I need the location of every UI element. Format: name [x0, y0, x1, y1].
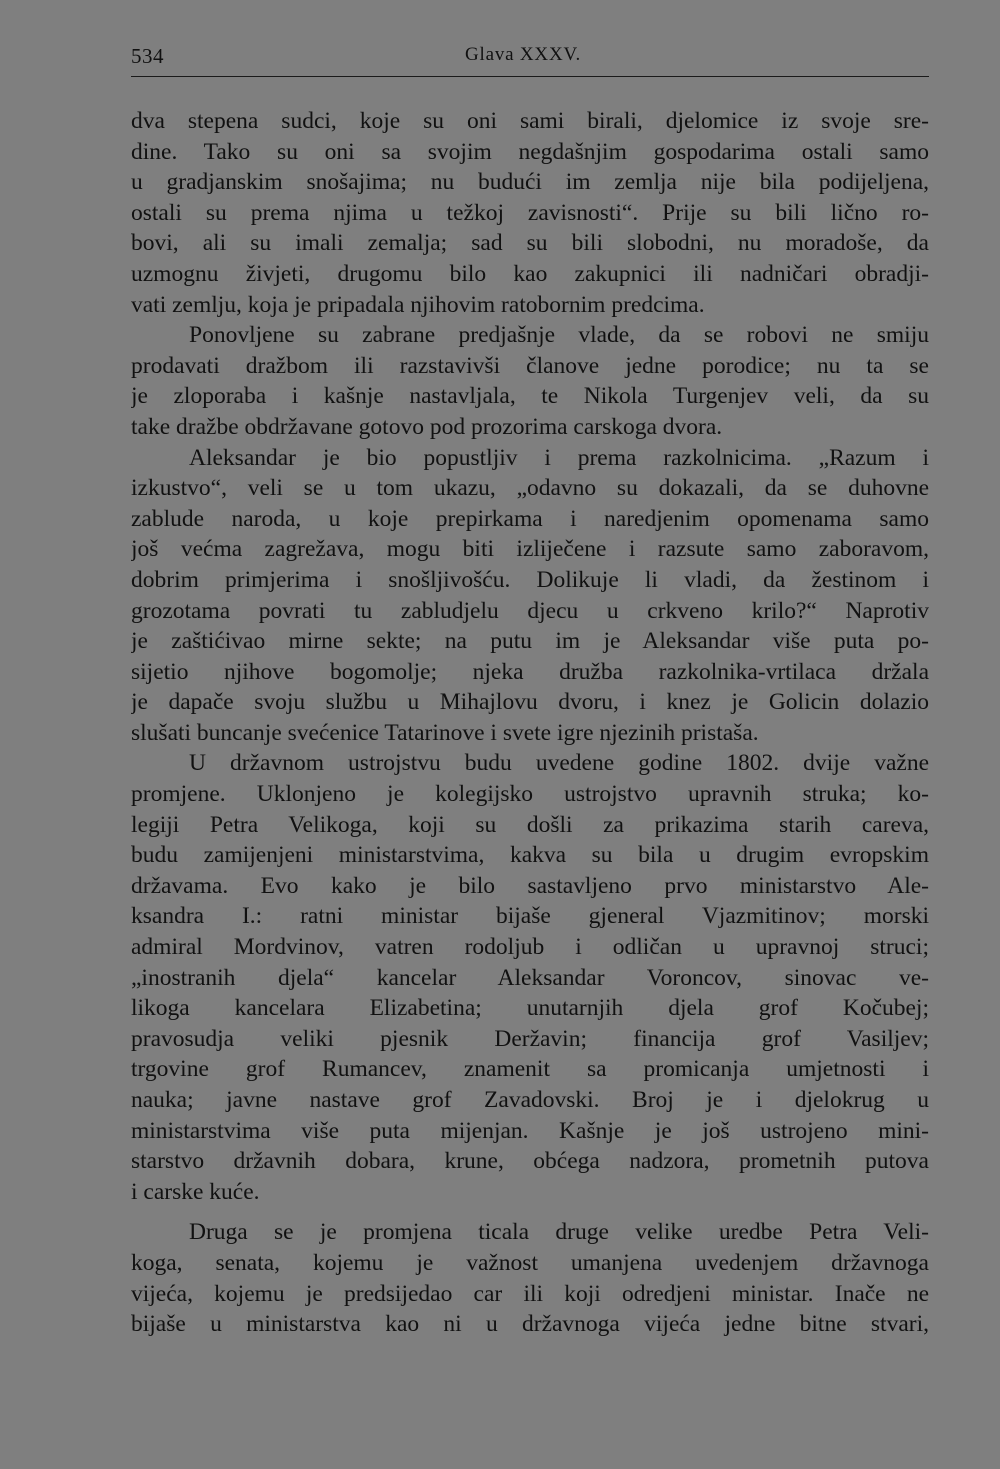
text-line: ministarstvima više puta mijenjan. Kašnje je još ustrojeno mini- — [131, 1117, 929, 1144]
text-line: vati zemlju, koja je pripadala njihovim ratobornim predcima. — [131, 291, 705, 318]
running-head — [131, 42, 929, 82]
text-line: legiji Petra Velikoga, koji su došli za prikazima starih careva, — [131, 811, 929, 838]
text-line: uzmognu živjeti, drugomu bilo kao zakupnici ili nadničari obradji- — [131, 260, 929, 287]
text-line: izkustvo“, veli se u tom ukazu, „odavno su dokazali, da se duhovne — [131, 475, 929, 502]
text-line: starstvo državnih dobara, krune, obćega nadzora, prometnih putova — [131, 1148, 929, 1175]
text-line: sijetio njihove bogomolje; njeka družba razkolnika-vrtilaca držala — [131, 658, 929, 685]
text-line: bovi, ali su imali zemalja; sad su bili slobodni, nu moradoše, da — [131, 230, 929, 257]
text-line: „inostranih djela“ kancelar Aleksandar Voroncov, sinovac ve- — [131, 964, 929, 991]
text-line: budu zamijenjeni ministarstvima, kakva su bila u drugim evropskim — [131, 842, 929, 869]
text-line: zablude naroda, u koje prepirkama i naredjenim opomenama samo — [131, 505, 929, 532]
text-line: ksandra I.: ratni ministar bijaše gjeneral Vjazmitinov; morski — [131, 903, 929, 930]
text-line: slušati buncanje svećenice Tatarinove i svete igre njezinih pristaša. — [131, 719, 759, 746]
text-line: admiral Mordvinov, vatren rodoljub i odličan u upravnoj struci; — [131, 934, 929, 961]
text-line: državama. Evo kako je bilo sastavljeno prvo ministarstvo Ale- — [131, 872, 929, 899]
text-line: Ponovljene su zabrane predjašnje vlade, da se robovi ne smiju — [189, 322, 929, 349]
text-line: dobrim primjerima i snošljivošću. Dolikuje li vladi, da žestinom i — [131, 566, 929, 593]
text-line: ostali su prema njima u težkoj zavisnosti“. Prije su bili lično ro- — [131, 199, 929, 226]
text-line: je zloporaba i kašnje nastavljala, te Nikola Turgenjev veli, da su — [131, 383, 929, 410]
text-line: nauka; javne nastave grof Zavadovski. Broj je i djelokrug u — [131, 1087, 929, 1113]
text-line: i carske kuće. — [131, 1178, 260, 1205]
text-line: Druga se je promjena ticala druge velike uredbe Petra Veli- — [189, 1219, 929, 1246]
text-line: grozotama povrati tu zabludjelu djecu u crkveno krilo?“ Naprotiv — [131, 597, 929, 624]
text-line: promjene. Uklonjeno je kolegijsko ustrojstvo upravnih struka; ko- — [131, 781, 929, 808]
text-line: trgovine grof Rumancev, znamenit sa promicanja umjetnosti i — [131, 1056, 929, 1083]
text-line: likoga kancelara Elizabetina; unutarnjih djela grof Kočubej; — [131, 995, 929, 1022]
text-line: u gradjanskim snošajima; nu budući im zemlja nije bila podijeljena, — [131, 169, 929, 196]
text-line: koga, senata, kojemu je važnost umanjena uvedenjem državnoga — [131, 1249, 929, 1276]
page-number: 534 — [131, 44, 164, 68]
body-text — [131, 106, 929, 1340]
text-line: dine. Tako su oni sa svojim negdašnjim gospodarima ostali samo — [131, 138, 929, 165]
chapter-title: Glava XXXV. — [465, 44, 582, 65]
text-line: Aleksandar je bio popustljiv i prema razkolnicima. „Razum i — [189, 444, 929, 471]
text-line: je zaštićivao mirne sekte; na putu im je Aleksandar više puta po- — [131, 628, 929, 655]
text-line: U državnom ustrojstvu budu uvedene godine 1802. dvije važne — [189, 750, 929, 777]
text-line: pravosudja veliki pjesnik Deržavin; financija grof Vasiljev; — [131, 1025, 929, 1052]
text-line: vijeća, kojemu je predsijedao car ili koji odredjeni ministar. Inače ne — [131, 1280, 929, 1307]
text-line: je dapače svoju službu u Mihajlovu dvoru, i knez je Golicin dolazio — [131, 689, 929, 716]
text-line: još većma zagrežava, mogu biti izliječene i razsute samo zaboravom, — [131, 536, 929, 563]
text-line: dva stepena sudci, koje su oni sami birali, djelomice iz svoje sre- — [131, 108, 929, 134]
paragraph-gap — [131, 1207, 929, 1217]
text-line: prodavati dražbom ili razstavivši članove jedne porodice; nu ta se — [131, 352, 929, 379]
text-line: bijaše u ministarstva kao ni u državnoga vijeća jedne bitne stvari, — [131, 1311, 929, 1338]
header-rule — [131, 76, 929, 77]
text-line: take dražbe obdržavane gotovo pod prozorima carskoga dvora. — [131, 413, 723, 440]
